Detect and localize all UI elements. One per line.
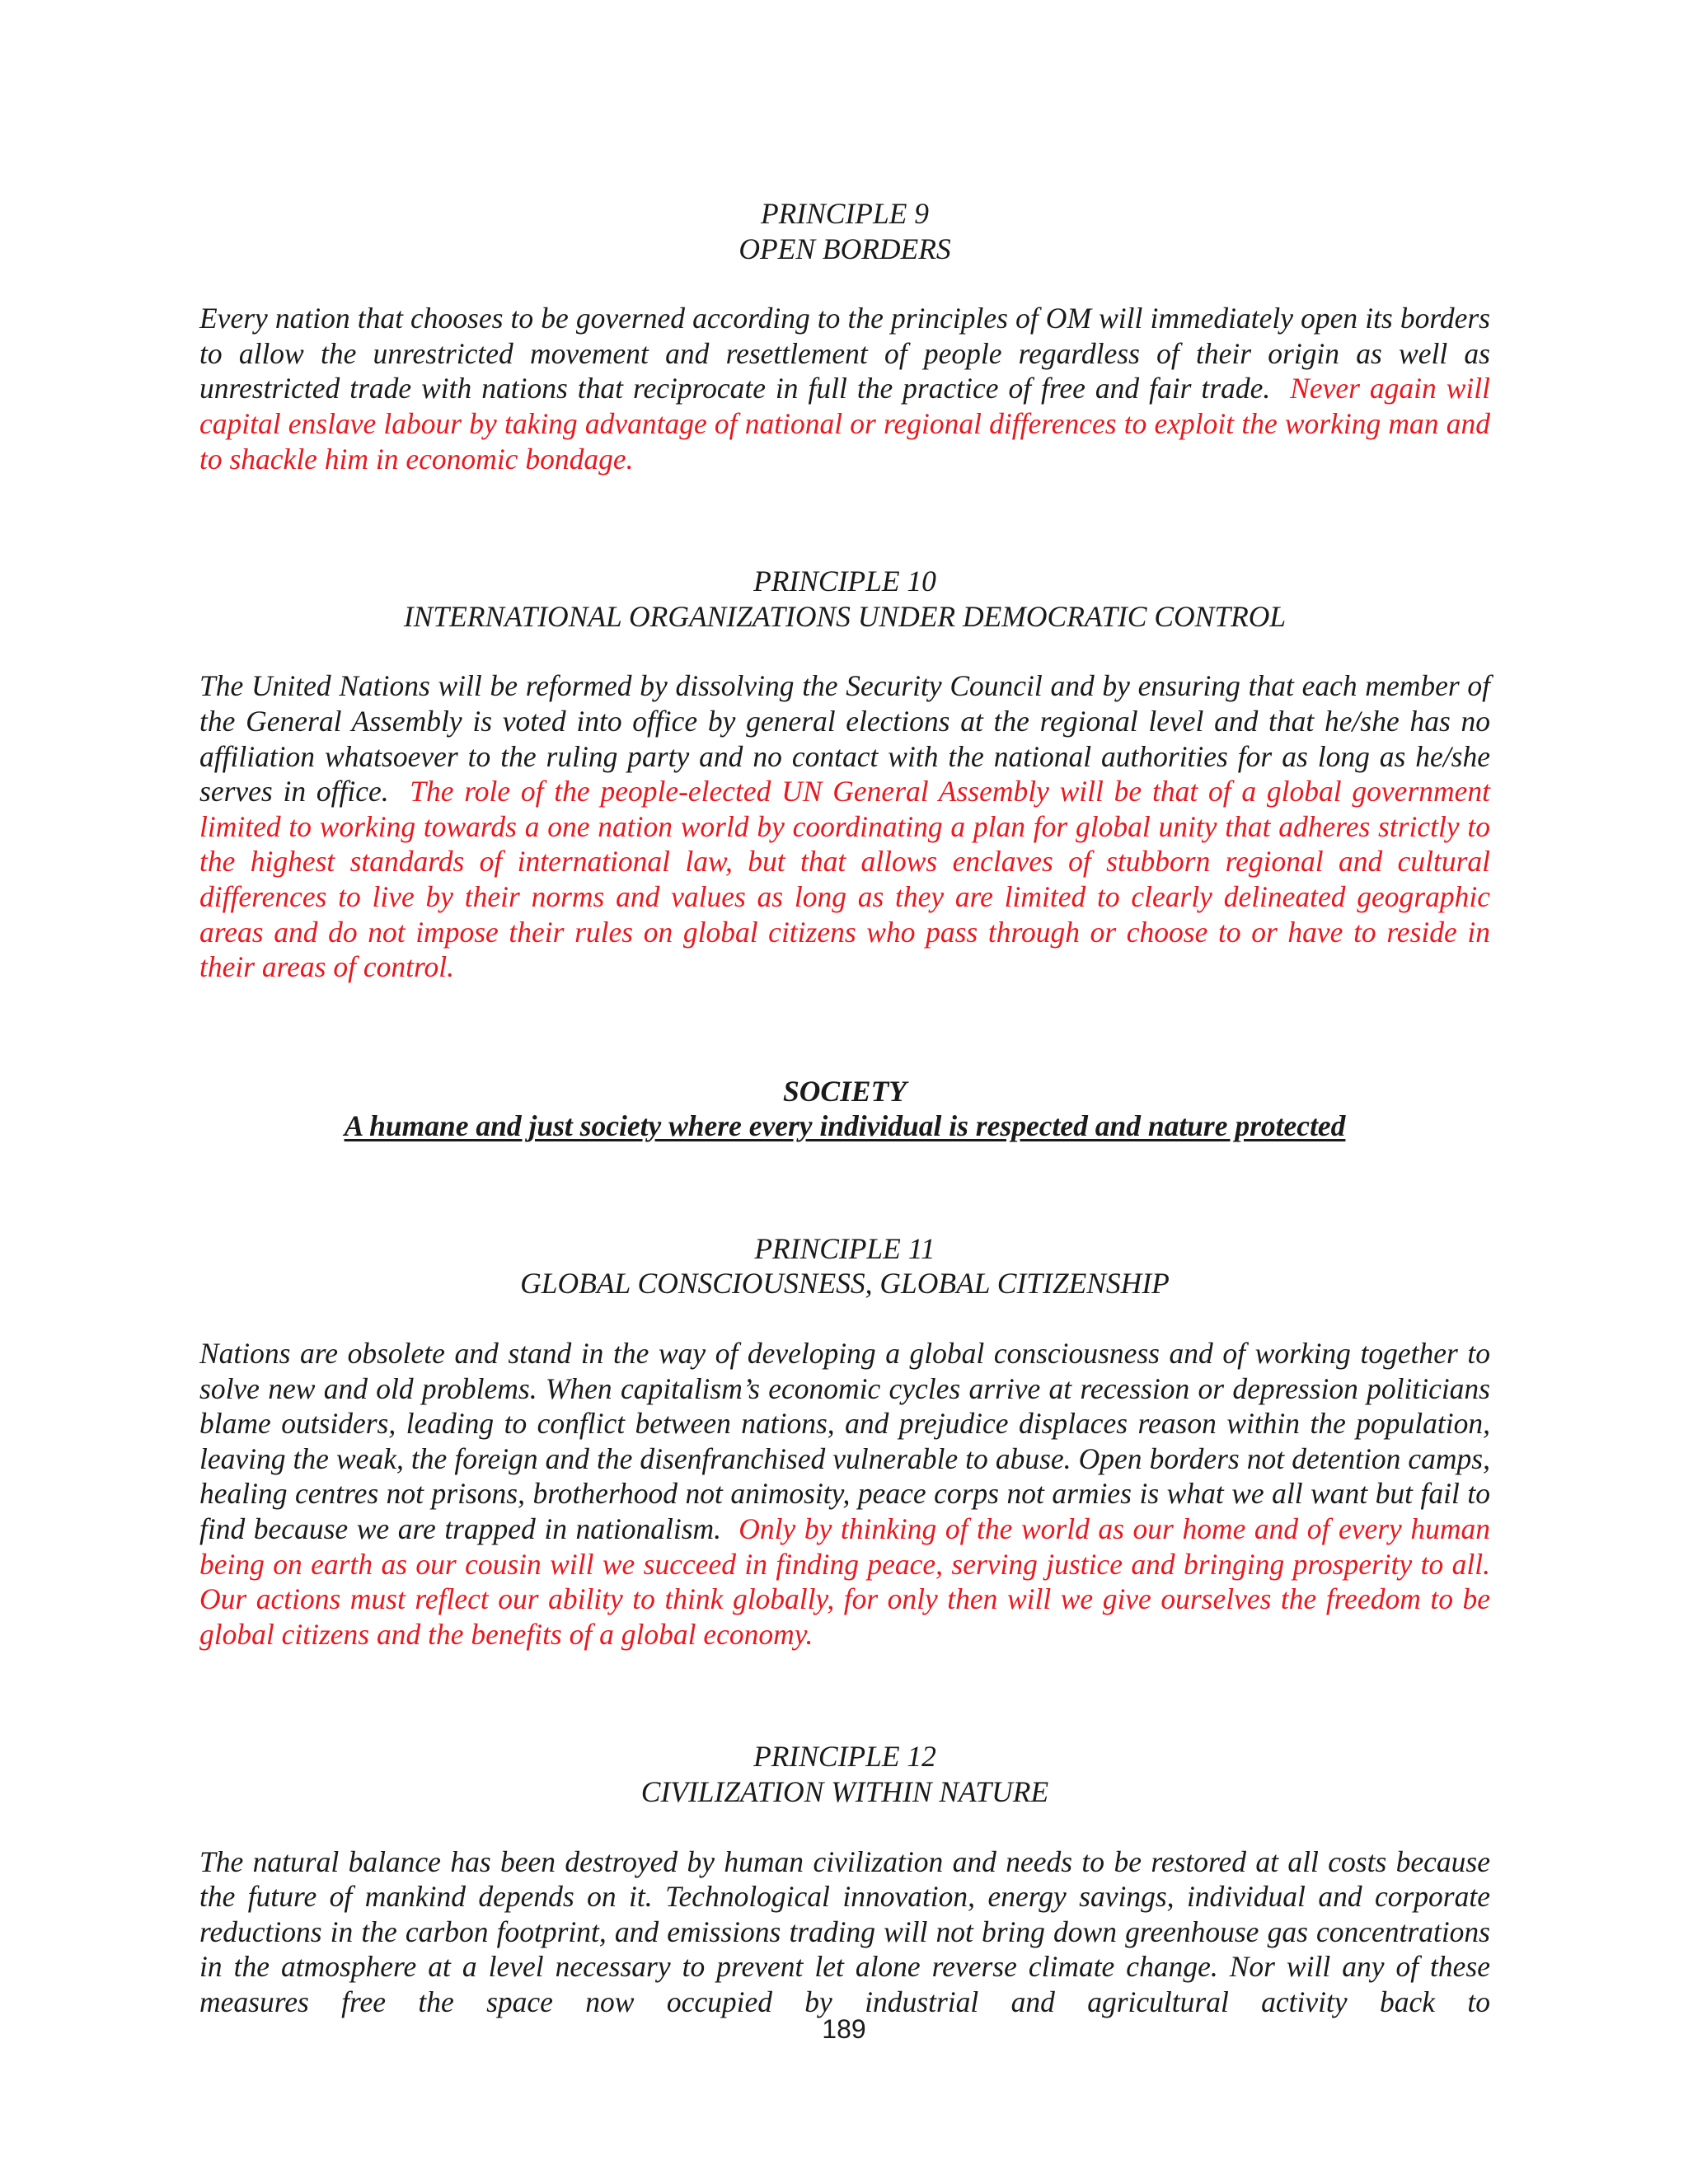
principle-number: PRINCIPLE 11 [754,1231,935,1265]
principle-heading [199,1231,1490,1301]
principle-heading [199,1739,1490,1809]
principle-title: CIVILIZATION WITHIN NATURE [640,1775,1049,1808]
document-page [199,196,1490,2020]
principle-title: INTERNATIONAL ORGANIZATIONS UNDER DEMOCRATIC CONTROL [403,599,1287,633]
paragraph-highlight-text: Only by thinking of the world as our home and of every human being on earth as our cousin will we succeed in finding peace, serving justice and bringing prosperity to all. Our actions must reflect our ability to think globally, for only then will we give ourselves the freedom to be global citizens and the benefits of a global economy. [199,1512,1491,1651]
paragraph-text: The natural balance has been destroyed by human civilization and needs to be restored at all costs because the future of mankind depends on it. Technological innovation, energy savings, individual and corporate reductions in the carbon footprint, and emissions trading will not bring down greenhouse gas concentrations in the atmosphere at a level necessary to prevent let alone reverse climate change. Nor will any of these measures free the space now occupied by industrial and agricultural activity back to [199,1844,1490,2018]
principle-title: GLOBAL CONSCIOUSNESS, GLOBAL CITIZENSHIP [520,1267,1170,1301]
principle-heading [199,196,1490,266]
paragraph-text: Nations are obsolete and stand in the way of developing a global consciousness and of working together to solve new and old problems. When capitalism’s economic cycles arrive at recession or depression politicians blame outsiders, leading to conflict between nations, and prejudice displaces reason within the population, leaving the weak, the foreign and the disenfranchised vulnerable to abuse. Open borders not detention camps, healing centres not prisons, brotherhood not animosity, peace corps not armies is what we all want but fail to find because we are trapped in nationalism. [199,1337,1490,1546]
paragraph-text: The United Nations will be reformed by dissolving the Security Council and by ensuring that each member of the General Assembly is voted into office by general elections at the regional level and that he/she has no affiliation whatsoever to the ruling party and no contact with the national authorities for as long as he/she serves in office. [199,669,1490,808]
section-subtitle: A humane and just society where every individual is respected and nature protected [344,1109,1346,1143]
principle-paragraph [199,1336,1490,1652]
principle-paragraph [199,668,1490,984]
principle-number: PRINCIPLE 12 [753,1740,936,1774]
paragraph-highlight-text: Never again will capital enslave labour by taking advantage of national or regional differences to exploit the working man and to shackle him in economic bondage. [199,372,1490,476]
paragraph-highlight-text: The role of the people-elected UN General Assembly will be that of a global government limited to working towards a one nation world by coordinating a plan for global unity that adheres strictly to the highest standards of international law, but that allows enclaves of stubborn regional and cultural differences to live by their norms and values as long as they are limited to clearly delineated geographic areas and do not impose their rules on global citizens who pass through or choose to or have to reside in their areas of control. [199,775,1491,984]
principle-heading [199,564,1490,634]
section-heading [199,1074,1490,1144]
principle-title: OPEN BORDERS [738,232,951,265]
principle-number: PRINCIPLE 10 [753,565,936,598]
page-number: 189 [822,2014,866,2044]
section-title: SOCIETY [783,1074,907,1108]
paragraph-text: Every nation that chooses to be governed according to the principles of OM will immediately open its borders to allow the unrestricted movement and resettlement of people regardless of their origin as well as unrestricted trade with nations that reciprocate in full the practice of free and fair trade. [199,302,1490,405]
principle-number: PRINCIPLE 9 [760,197,930,230]
principle-paragraph [199,301,1490,476]
principle-paragraph [199,1844,1490,2020]
